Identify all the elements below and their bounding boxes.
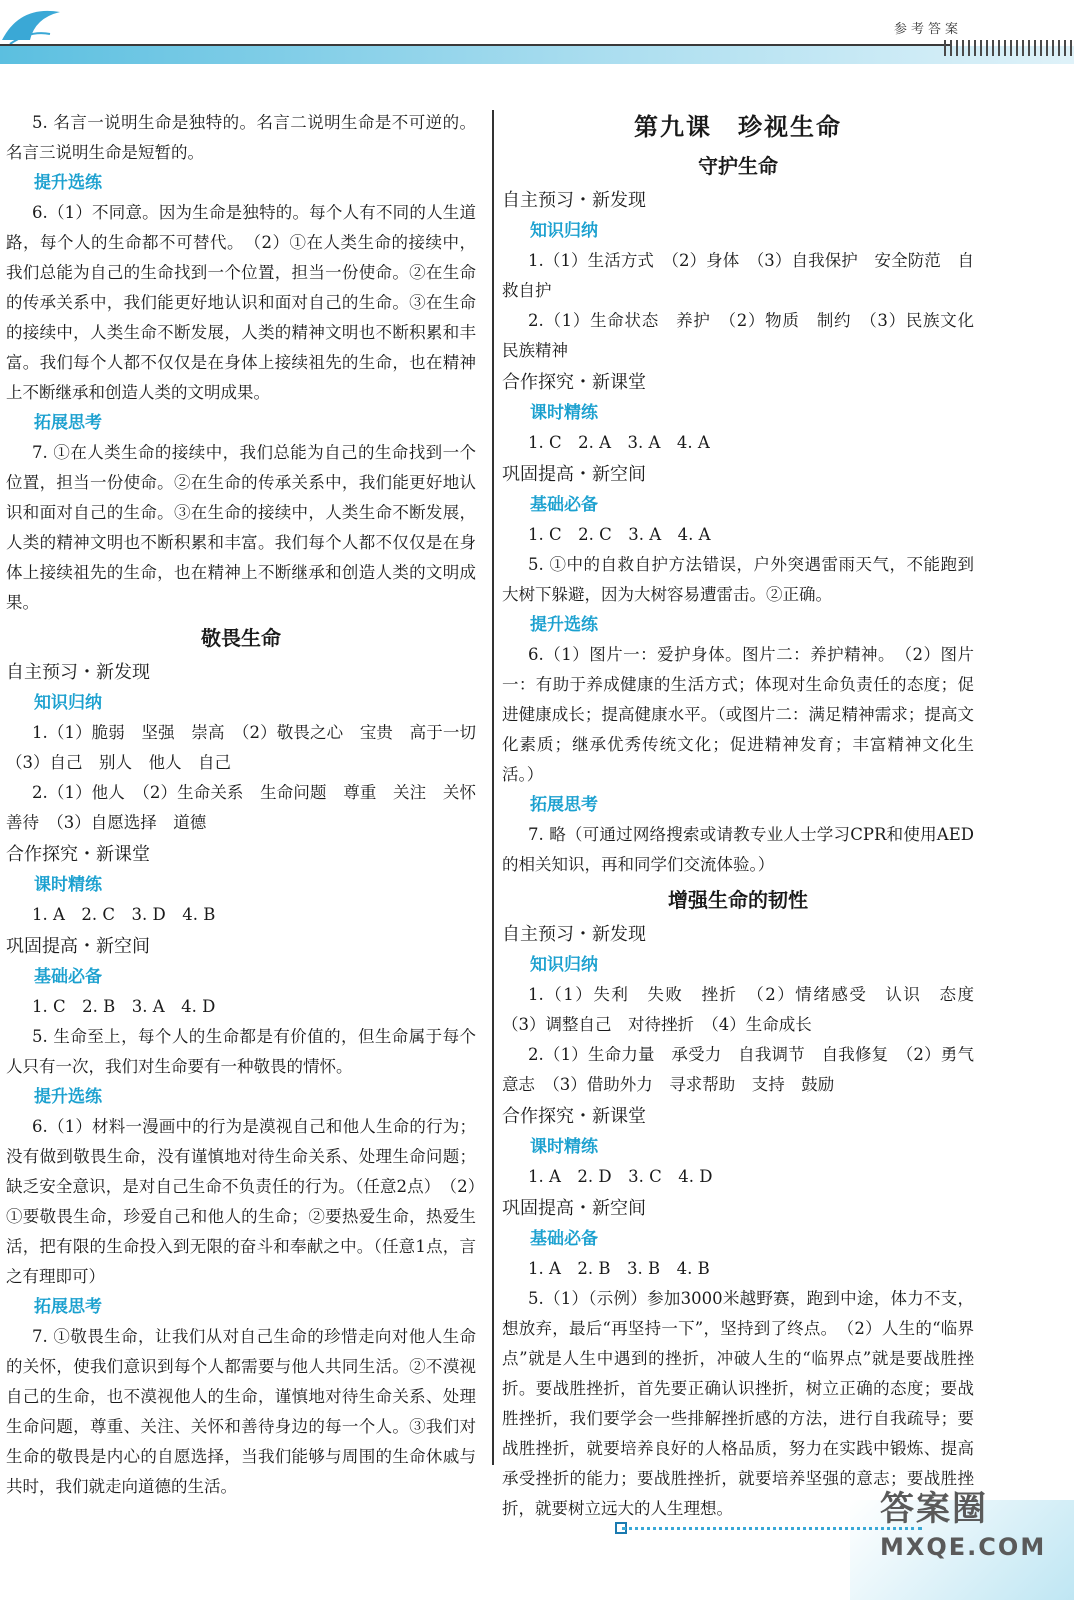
answer-paragraph: 2.（1）他人 （2）生命关系 生命问题 尊重 关注 关怀 善待 （3）自愿选择 道德	[6, 783, 493, 832]
answer-paragraph: 2.（1）生命力量 承受力 自我调节 自我修复 （2）勇气 意志 （3）借助外力 寻求帮助 支持 鼓励	[502, 1045, 991, 1094]
answer-paragraph: 1. A 2. C 3. D 4. B	[32, 905, 216, 924]
answer-paragraph: 6.（1）不同意。因为生命是独特的。每个人有不同的人生道路，每个人的生命都不可替代。 （2）①在人类生命的接续中，我们总能为自己的生命找到一个位置，担当一份使命。②在生命的传承关系中，我们能更好地认识和面对自己的生命。③在生命的接续中，人类生命不断发展，人类的精神文明也不断积累和丰富。我们每个人都不仅仅是在身体上接续祖先的生命，也在精神上不断继承和创造人类的文明成果。	[6, 203, 476, 402]
section-heading: 合作探究・新课堂	[6, 844, 150, 865]
answer-paragraph: 7. ①在人类生命的接续中，我们总能为自己的生命找到一个位置，担当一份使命。②在生命的传承关系中，我们能更好地认识和面对自己的生命。③在生命的接续中，人类生命不断发展，人类的精神文明也不断积累和丰富。我们每个人都不仅仅是在身体上接续祖先的生命，也在精神上不断继承和创造人类的文明成果。	[6, 443, 476, 612]
subsection-label: 知识归纳	[530, 221, 598, 241]
answer-paragraph: 7. ①敬畏生命，让我们从对自己生命的珍惜走向对他人生命的关怀，使我们意识到每个人都需要与他人共同生活。②不漠视自己的生命，也不漠视他人的生命，谨慎地对待生命关系、处理生命问题，尊重、关注、关怀和善待身边的每一个人。③我们对生命的敬畏是内心的自愿选择，当我们能够与周围的生命休戚与共时，我们就走向道德的生活。	[6, 1327, 476, 1496]
answer-paragraph: 5. ①中的自救自护方法错误，户外突遇雷雨天气，不能跑到大树下躲避，因为大树容易遭雷击。②正确。	[502, 555, 974, 604]
answer-paragraph: 6.（1）图片一：爱护身体。图片二：养护精神。 （2）图片一：有助于养成健康的生活方式；体现对生命负责任的态度；促进健康成长；提高健康水平。（或图片二：满足精神需求；提高文化素质；继承优秀传统文化；促进精神发育；丰富精神文化生活。）	[502, 645, 974, 784]
header-gradient-band	[0, 46, 1074, 64]
left-column	[6, 108, 493, 1502]
subsection-label: 知识归纳	[34, 693, 102, 713]
answer-paragraph: 1. C 2. C 3. A 4. A	[528, 525, 711, 544]
subsection-label: 拓展思考	[530, 795, 598, 815]
watermark	[880, 1490, 1046, 1566]
answer-paragraph: 5. 名言一说明生命是独特的。名言二说明生命是不可逆的。名言三说明生命是短暂的。	[6, 113, 476, 162]
section-heading: 巩固提高・新空间	[6, 936, 150, 957]
section-heading: 合作探究・新课堂	[502, 1106, 646, 1127]
subsection-label: 课时精练	[530, 1137, 598, 1157]
section-heading: 巩固提高・新空间	[502, 1198, 646, 1219]
topic-heading: 增强生命的韧性	[668, 888, 808, 912]
header-hatch-pattern	[944, 40, 1074, 56]
answer-paragraph: 1.（1）失利 失败 挫折 （2）情绪感受 认识 态度 （3）调整自己 对待挫折 （4）生命成长	[502, 985, 991, 1034]
answer-paragraph: 1.（1）脆弱 坚强 崇高 （2）敬畏之心 宝贵 高于一切 （3）自己 别人 他人 自己	[6, 723, 493, 772]
subsection-label: 课时精练	[34, 875, 102, 895]
subsection-label: 课时精练	[530, 403, 598, 423]
topic-heading: 敬畏生命	[201, 626, 281, 650]
answer-paragraph: 1. A 2. B 3. B 4. B	[528, 1259, 710, 1278]
answer-paragraph: 6.（1）材料一漫画中的行为是漠视自己和他人生命的行为；没有做到敬畏生命，没有谨慎地对待生命关系、处理生命问题；缺乏安全意识，是对自己生命不负责任的行为。（任意2点） （2）①要敬畏生命，珍爱自己和他人的生命；②要热爱生命，热爱生活，把有限的生命投入到无限的奋斗和奉献之中。（任意1点，言之有理即可）	[6, 1117, 476, 1286]
answer-paragraph: 5. 生命至上，每个人的生命都是有价值的，但生命属于每个人只有一次，我们对生命要有一种敬畏的情怀。	[6, 1027, 476, 1076]
section-heading: 巩固提高・新空间	[502, 464, 646, 485]
answer-paragraph: 1.（1）生活方式 （2）身体 （3）自我保护 安全防范 自救自护	[502, 251, 974, 300]
topic-heading: 守护生命	[698, 154, 778, 178]
watermark-brand: 答案圈	[880, 1489, 988, 1529]
subsection-label: 基础必备	[530, 1229, 598, 1249]
subsection-label: 提升选练	[34, 173, 102, 193]
subsection-label: 拓展思考	[34, 413, 102, 433]
subsection-label: 基础必备	[530, 495, 598, 515]
answer-paragraph: 2.（1）生命状态 养护 （2）物质 制约 （3）民族文化 民族精神	[502, 311, 991, 360]
section-heading: 合作探究・新课堂	[502, 372, 646, 393]
answer-paragraph: 1. C 2. A 3. A 4. A	[528, 433, 710, 452]
subsection-label: 基础必备	[34, 967, 102, 987]
subsection-label: 提升选练	[34, 1087, 102, 1107]
answer-paragraph: 5.（1）（示例）参加3000米越野赛，跑到中途，体力不支，想放弃，最后“再坚持一下”，坚持到了终点。 （2）人生的“临界点”就是人生中遇到的挫折，冲破人生的“临界点”就是要战胜挫折。要战胜挫折，首先要正确认识挫折，树立正确的态度；要战胜挫折，我们要学会一些排解挫折感的方法，进行自我疏导；要战胜挫折，就要培养良好的人格品质，努力在实践中锻炼、提高承受挫折的能力；要战胜挫折，就要培养坚强的意志；要战胜挫折，就要树立远大的人生理想。	[502, 1289, 974, 1518]
page-header	[0, 0, 1074, 66]
subsection-label: 拓展思考	[34, 1297, 102, 1317]
lesson-title: 第九课 珍视生命	[634, 112, 842, 141]
section-heading: 自主预习・新发现	[502, 924, 646, 945]
watermark-url: MXQE.COM	[880, 1533, 1047, 1561]
section-heading: 自主预习・新发现	[6, 662, 150, 683]
section-heading: 自主预习・新发现	[502, 190, 646, 211]
header-title: 参考答案	[893, 22, 962, 37]
right-column	[502, 108, 991, 1524]
footer-dotted-rule	[622, 1527, 922, 1534]
answer-paragraph: 7. 略（可通过网络搜索或请教专业人士学习CPR和使用AED的相关知识，再和同学们交流体验。）	[502, 825, 974, 874]
answer-paragraph: 1. A 2. D 3. C 4. D	[528, 1167, 713, 1186]
subsection-label: 提升选练	[530, 615, 598, 635]
answer-paragraph: 1. C 2. B 3. A 4. D	[32, 997, 216, 1016]
wave-logo-icon	[0, 0, 70, 50]
subsection-label: 知识归纳	[530, 955, 598, 975]
